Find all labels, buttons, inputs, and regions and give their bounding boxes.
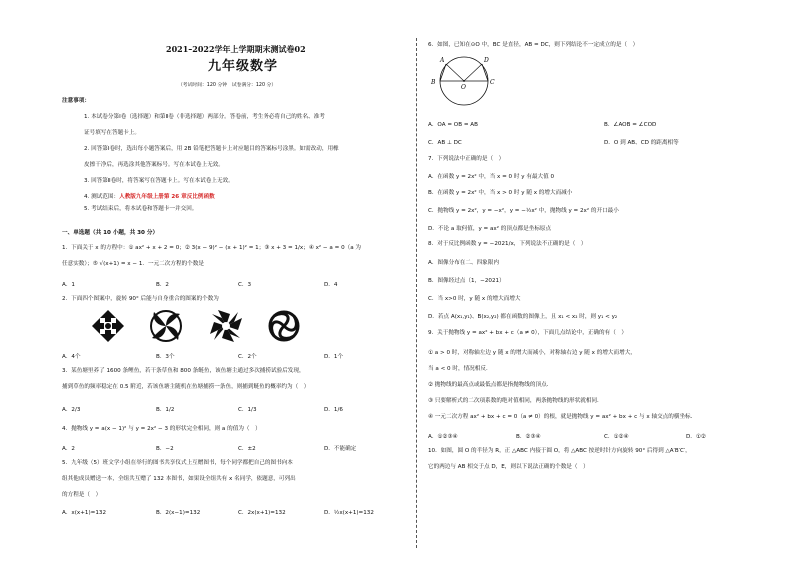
question-text: 4．抛物线 y = a(x − 1)² 与 y = 2x² − 3 的形状完全相同，则 a 的值为（ ） [62, 426, 261, 432]
statement: ② 抛物线的最高点或最低点都是指抛物线的顶点． [428, 382, 553, 388]
point-label-d: D [484, 57, 489, 64]
note-line: 3. 回答第Ⅱ卷时，将答案写在答题卡上。写在本试卷上无效。 [84, 178, 234, 184]
exam-title: 2021–2022学年上学期期末测试卷02 [166, 44, 306, 54]
notes-heading: 注意事项： [62, 98, 90, 104]
option-a: A．x(x+1)=132 [62, 510, 107, 516]
option-c: C．3 [238, 282, 252, 288]
option-d: D．½x(x+1)=132 [324, 510, 374, 516]
note-line: 证号填写在答题卡上。 [84, 130, 140, 136]
swirl-icon [148, 308, 184, 344]
exam-info: （考试时间：120 分钟 试卷满分：120 分） [178, 83, 277, 88]
option-a: A．2 [62, 446, 75, 452]
option-a: A．①②③④ [428, 434, 458, 440]
knot-icon [266, 308, 302, 344]
option-b: B．2(x−1)=132 [156, 510, 201, 516]
option-c: C．2个 [238, 354, 257, 360]
subject-title: 九年级数学 [208, 59, 279, 74]
section-heading: 一、单选题（共 10 小题，共 30 分） [62, 230, 159, 236]
note-line [84, 194, 215, 201]
column-divider [416, 38, 417, 548]
question-text: 6．如图，已知在⊙O 中，BC 是直径，AB = DC，则下列结论不一定成立的是（ ） [428, 42, 639, 48]
note-line: 1. 本试卷分第Ⅰ卷（选择题）和第Ⅱ卷（非选择题）两部分。答卷前，考生务必将自己的姓名、准考 [84, 114, 325, 120]
circle-diagram [428, 52, 500, 106]
note-line: 皮擦干净后，再选涂其他答案标号。写在本试卷上无效。 [84, 162, 224, 168]
option-b: B．3个 [156, 354, 175, 360]
option-d: D．1/6 [324, 407, 343, 413]
option-a: A．在函数 y = 2x² 中，当 x = 0 时 y 有最大值 0 [428, 174, 555, 180]
option-b: B．∠AOB = ∠COD [604, 122, 657, 128]
option-d: D．4 [324, 282, 338, 288]
question-text: 组其他成员赠送一本，全组共互赠了 132 本图书，如果设全组共有 x 名同学，依题意，可列出 [62, 476, 296, 482]
point-label-a: A [440, 57, 445, 64]
statement: ④ 一元二次方程 ax² + bx + c = 0（a ≠ 0）的根，就是抛物线 y = ax² + bx + c 与 x 轴交点的横坐标． [428, 414, 697, 420]
question-text: 3．某鱼塘里养了 1600 条鲤鱼，若干条草鱼和 800 条鲢鱼，该鱼塘主通过多次捕捞试验后发现， [62, 368, 305, 374]
pinwheel-icon [208, 308, 244, 344]
option-c: C．抛物线 y = 2x²，y = −x²，y = −½x² 中，抛物线 y = 2x² 的开口最小 [428, 208, 619, 214]
statement: ① a > 0 时，对称轴左边 y 随 x 的增大而减小，对称轴右边 y 随 x 的增大而增大， [428, 350, 636, 356]
option-b: B．1/2 [156, 407, 175, 413]
question-text: 任意实数）；⑤ √(x+1) = x − 1．一元二次方程的个数是 [62, 261, 204, 267]
question-text: 它的两边与 AB 相交于点 D，E，则以下说法正确的个数是（ ） [428, 464, 589, 470]
statement: ③ 只要解析式的二次项系数的绝对值相同，两条抛物线的形状就相同． [428, 398, 603, 404]
question-text: 捕到草鱼的频率稳定在 0.5 附近，若该鱼塘主随机在鱼塘捕捞一条鱼，则捕到鲢鱼的概率约为（ ） [62, 384, 310, 390]
option-d: D．不能确定 [324, 446, 357, 452]
question-text: 10．如图，圆 O 的半径为 R，正 △ABC 内接于圆 O，将 △ABC 按逆时针方向旋转 90° 后得到 △A′B′C′， [428, 448, 691, 454]
option-a: A．图像分布在二、四象限内 [428, 260, 499, 266]
option-d: D．1个 [324, 354, 344, 360]
option-d: D．O 到 AB、CD 的距离相等 [604, 140, 679, 146]
option-b: B．2 [156, 282, 169, 288]
option-c: C．①②④ [604, 434, 629, 440]
option-c: C．当 x>0 时，y 随 x 的增大而增大 [428, 296, 521, 302]
statement: 当 a < 0 时，情况相反． [428, 366, 492, 372]
four-arrows-icon [90, 308, 126, 344]
note-line: 2. 回答第Ⅰ卷时，选出每小题答案后，用 2B 铅笔把答题卡上对应题目的答案标号涂黑。如需改动，用橡 [84, 146, 339, 152]
point-label-b: B [431, 79, 436, 86]
note-line: 5. 考试结束后，将本试卷和答题卡一并交回。 [84, 206, 198, 212]
option-b: B．②③④ [516, 434, 541, 440]
option-c: C．1/3 [238, 407, 257, 413]
option-a: A．1 [62, 282, 75, 288]
question-text: 2．下面四个图案中，旋转 90° 后能与自身重合的图案的个数为 [62, 296, 219, 302]
question-text: 的方程是（ ） [62, 492, 102, 498]
question-text: 7．下列说法中正确的是（ ） [428, 156, 505, 162]
option-a: A．OA = OB = AB [428, 122, 478, 128]
option-c: C．±2 [238, 446, 256, 452]
question-text: 8．对于反比例函数 y = −2021/x，下列说法不正确的是（ ） [428, 241, 587, 247]
option-d: D．不论 a 取何值，y = ax² 的顶点都是坐标原点 [428, 226, 552, 232]
question-text: 5．九年级（5）班文学小组在举行的图书共享仪式上互赠图书，每个同学都把自己的图书向本 [62, 460, 293, 466]
point-label-c: C [490, 79, 495, 86]
point-label-o: O [461, 84, 466, 91]
option-d: D．①② [686, 434, 706, 440]
question-text: 9．关于抛物线 y = ax² + bx + c（a ≠ 0），下面几点结论中，正确的有（ ） [428, 330, 627, 336]
option-b: B．−2 [156, 446, 174, 452]
test-range: 人教版九年级上册第 26 章反比例函数 [119, 194, 215, 200]
option-b: B．在函数 y = 2x² 中，当 x > 0 时 y 随 x 的增大而减小 [428, 190, 573, 196]
option-d: D．若点 A(x₁,y₁)、B(x₂,y₂) 都在函数的图像上，且 x₁ < x₂ 时，则 y₁ < y₂ [428, 314, 618, 320]
option-a: A．4个 [62, 354, 81, 360]
option-b: B．图像经过点（1，−2021） [428, 278, 505, 284]
option-a: A．2/3 [62, 407, 81, 413]
note-range-label: 4. 测试范围： [84, 194, 120, 200]
question-text: 1．下面关于 x 的方程中：① ax² + x + 2 = 0；② 3(x − 9)² − (x + 1)² = 1；③ x + 3 = 1/x；④ x² − a = 0（a 为 [62, 245, 362, 251]
option-c: C．AB ⊥ DC [428, 140, 462, 146]
option-c: C．2x(x+1)=132 [238, 510, 286, 516]
